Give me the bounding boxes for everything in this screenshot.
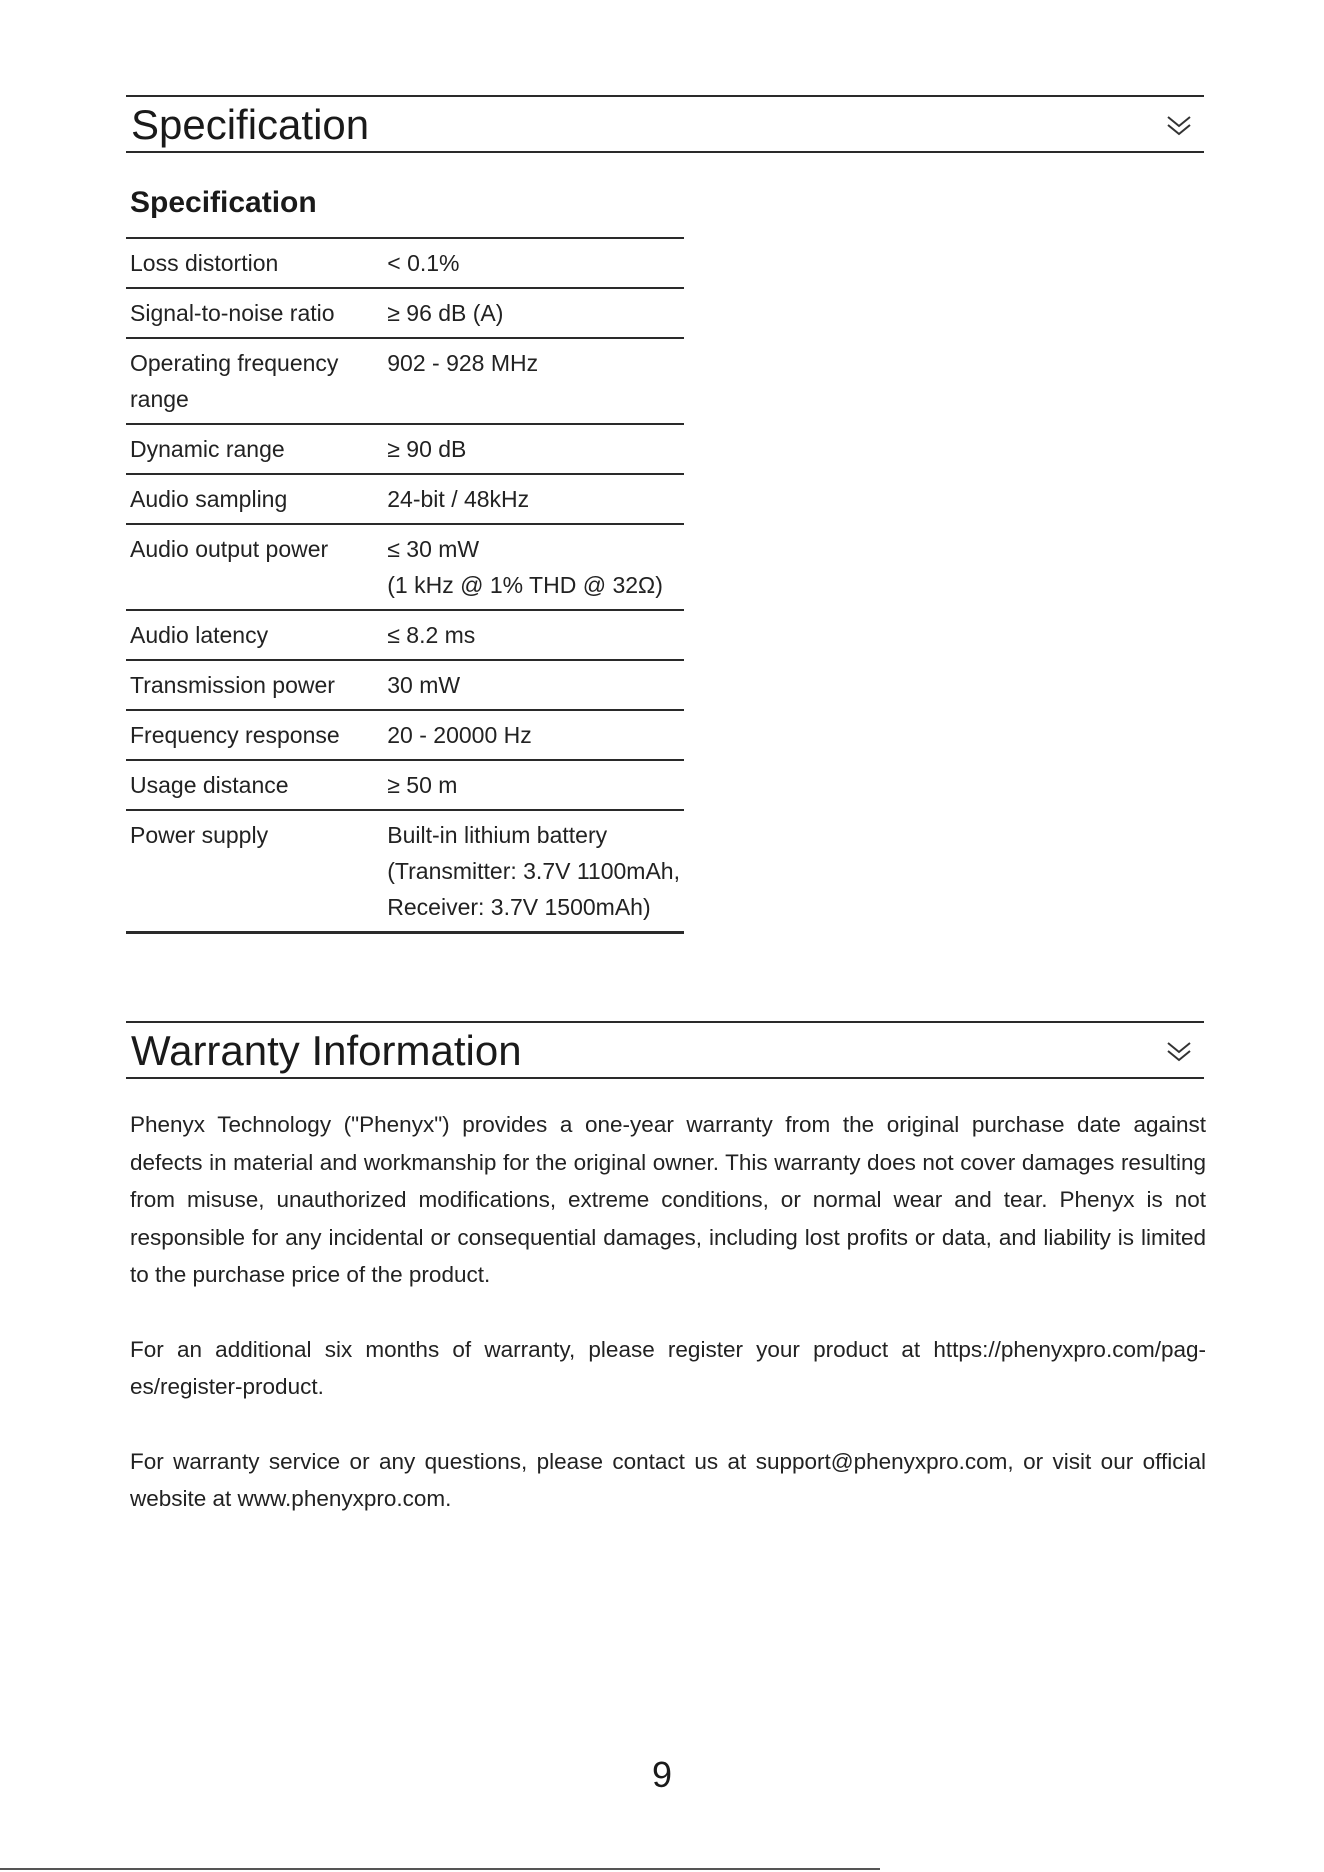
spec-label: Dynamic range [126,424,383,474]
double-chevron-down-icon[interactable] [1166,1040,1192,1064]
spec-value-line: ≤ 30 mW [387,536,480,562]
warranty-paragraph: For an additional six months of warranty, please register your product at https://phenyxpro.com/pag-es/register-product. [130,1336,1206,1399]
footer-divider [0,1868,880,1870]
spec-label: Usage distance [126,760,383,810]
spec-row [126,710,684,760]
spec-value-line: Receiver: 3.7V 1500mAh) [387,894,651,920]
spec-row [126,524,684,610]
spec-value [383,474,684,524]
spec-label: Power supply [126,810,383,933]
spec-value [383,288,684,338]
spec-row [126,288,684,338]
spec-value-line: ≥ 96 dB (A) [387,300,504,326]
spec-row [126,610,684,660]
spec-value-line: ≥ 90 dB [387,436,467,462]
spec-label: Audio sampling [126,474,383,524]
spec-row [126,424,684,474]
spec-label: Frequency response [126,710,383,760]
spec-value [383,338,684,424]
warranty-section-header [126,1021,1204,1079]
spec-label: Audio output power [126,524,383,610]
spec-value-line: 30 mW [387,672,461,698]
spec-row [126,474,684,524]
warranty-section-title: Warranty Information [131,1027,522,1074]
spec-row [126,338,684,424]
spec-row [126,238,684,288]
spec-value-line: ≥ 50 m [387,772,458,798]
spec-label: Loss distortion [126,238,383,288]
spec-label: Signal-to-noise ratio [126,288,383,338]
spec-value-line: 902 - 928 MHz [387,350,539,376]
warranty-body [130,1106,1206,1555]
spec-value [383,238,684,288]
spec-label: Operating frequency range [126,338,383,424]
spec-value [383,660,684,710]
spec-subheading: Specification [130,186,317,219]
spec-section-title: Specification [131,101,370,148]
spec-row [126,810,684,933]
spec-value-line: (1 kHz @ 1% THD @ 32Ω) [387,572,663,598]
spec-section-header [126,95,1204,153]
spec-value [383,710,684,760]
spec-value-line: (Transmitter: 3.7V 1100mAh, [387,858,680,884]
spec-value [383,810,684,933]
spec-value-line: < 0.1% [387,250,460,276]
spec-value-line: 20 - 20000 Hz [387,722,532,748]
spec-value-line: 24-bit / 48kHz [387,486,530,512]
spec-label: Transmission power [126,660,383,710]
spec-row [126,760,684,810]
spec-table [126,237,684,934]
warranty-paragraph: Phenyx Technology ("Phenyx") provides a one-year warranty from the original purchase date against defects in material and workmanship for the original owner. This warranty does not cover damages resulting from misuse, unauthorized modifications, extreme conditions, or normal wear and tear. Phenyx is not responsible for any incidental or consequential damages, including lost profits or data, and liability is limited to the purchase price of the product. [130,1112,1206,1287]
spec-value [383,524,684,610]
spec-label: Audio latency [126,610,383,660]
warranty-paragraph: For warranty service or any questions, please contact us at support@phenyxpro.com, or visit our official website at www.phenyxpro.com. [130,1448,1206,1511]
double-chevron-down-icon[interactable] [1166,114,1192,138]
page-number: 9 [651,1754,673,1795]
spec-value-line: ≤ 8.2 ms [387,622,476,648]
spec-value [383,760,684,810]
spec-value [383,610,684,660]
spec-row [126,660,684,710]
spec-value-line: Built-in lithium battery [387,822,608,848]
spec-value [383,424,684,474]
